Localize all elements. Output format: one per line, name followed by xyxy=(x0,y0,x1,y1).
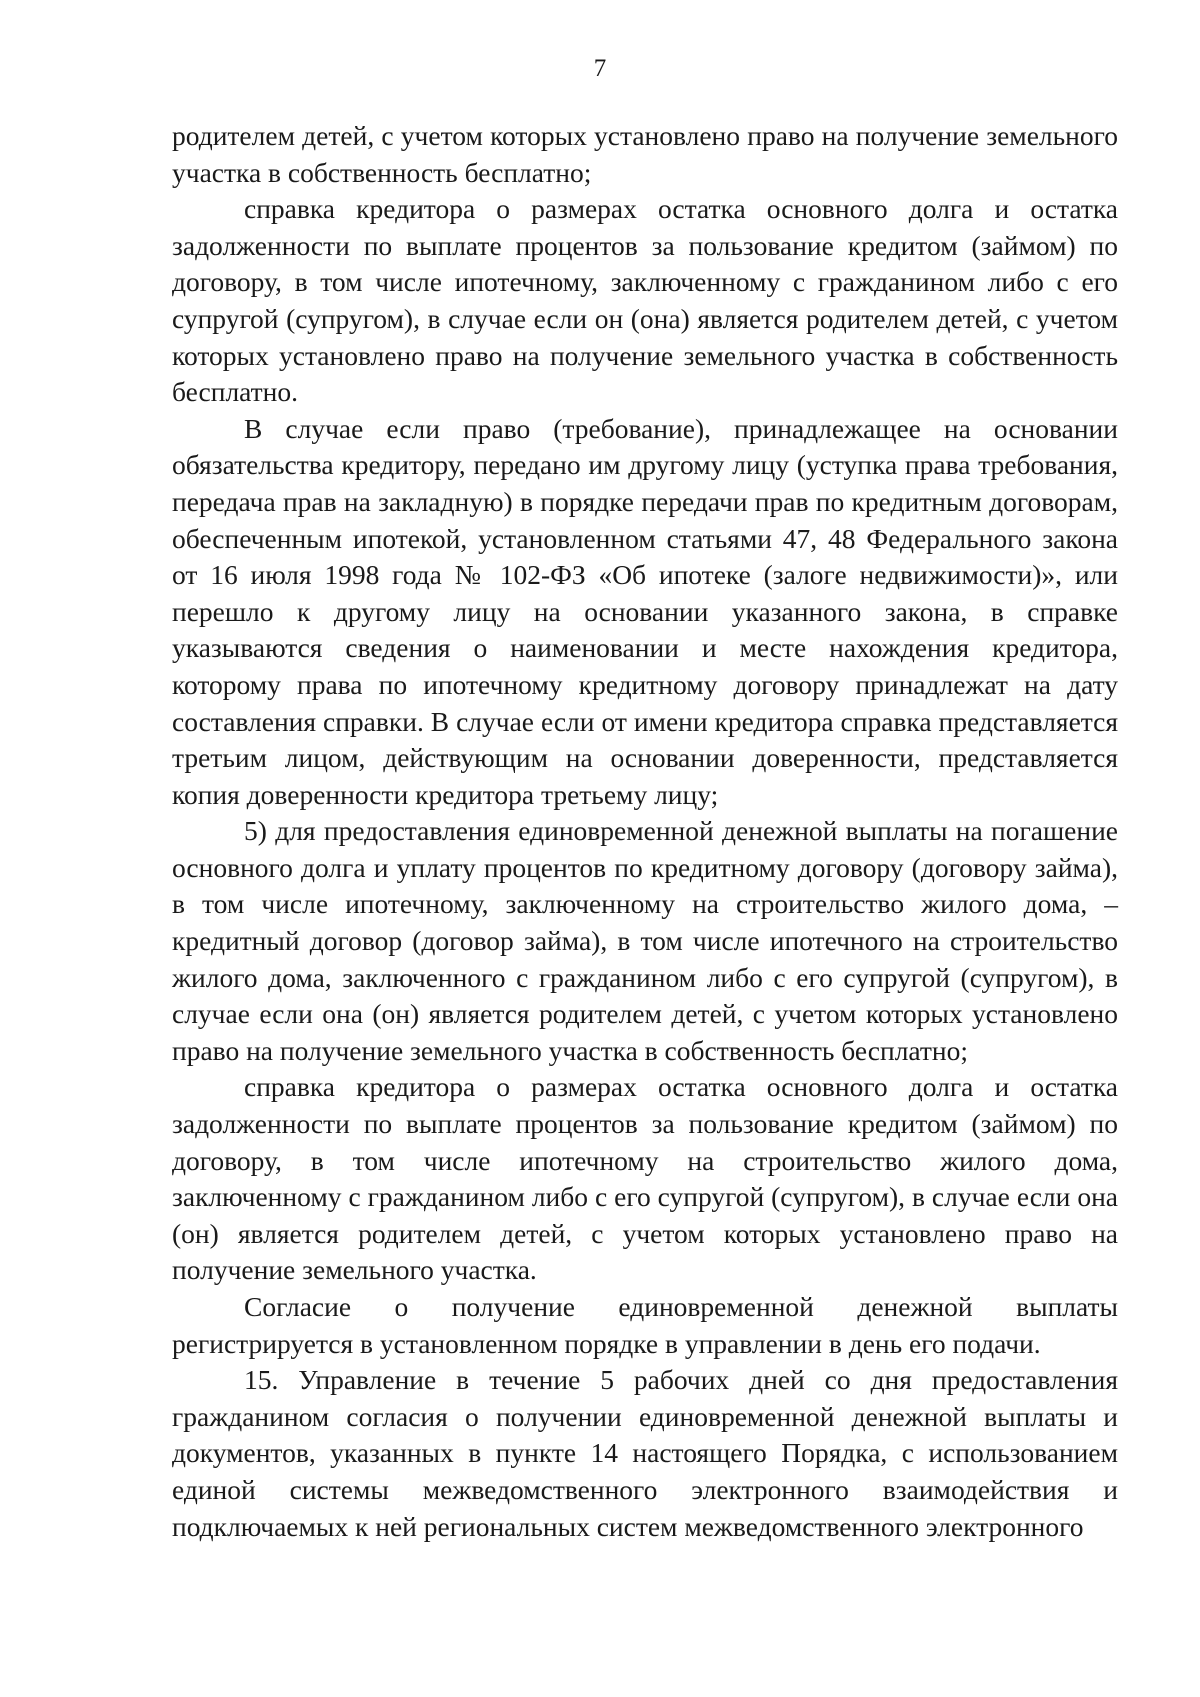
page-number: 7 xyxy=(593,55,607,82)
paragraph-consent-registration: Согласие о получение единовременной денежной выплаты регистрируется в установленном порядке в управлении в день его подачи. xyxy=(172,1291,1118,1359)
paragraph-rights-transfer: В случае если право (требование), принадлежащее на основании обязательства кредитору, передано им другому лицу (уступка права требования, передача прав на закладную) в порядке передачи прав по кредитным договорам, обеспеченным ипотекой, установленном статьями 47, 48 Федерального закона от 16 июля 1998 года № 102-ФЗ «Об ипотеке (залоге недвижимости)», или перешло к другому лицу на основании указанного закона, в справке указываются сведения о наименовании и месте нахождения кредитора, которому права по ипотечному кредитному договору принадлежат на дату составления справки. В случае если от имени кредитора справка представляется третьим лицом, действующим на основании доверенности, представляется копия доверенности кредитора третьему лицу; xyxy=(172,412,1118,810)
paragraph-creditor-certificate: справка кредитора о размерах остатка основного долга и остатка задолженности по выплате процентов за пользование кредитом (займом) по договору, в том числе ипотечному, заключенному с гражданином либо с его супругой (супругом), в случае если он (она) является родителем детей, с учетом которых установлено право на получение земельного участка в собственность бесплатно. xyxy=(172,193,1118,408)
paragraph-creditor-certificate-construction: справка кредитора о размерах остатка основного долга и остатка задолженности по выплате процентов за пользование кредитом (займом) по договору, в том числе ипотечному на строительство жилого дома, заключенному с гражданином либо с его супругой (супругом), в случае если она (он) является родителем детей, с учетом которых установлено право на получение земельного участка. xyxy=(172,1071,1118,1286)
paragraph-item-5: 5) для предоставления единовременной денежной выплаты на погашение основного долга и уплату процентов по кредитному договору (договору займа), в том числе ипотечному, заключенному на строительство жилого дома, – кредитный договор (договор займа), в том числе ипотечного на строительство жилого дома, заключенного с гражданином либо с его супругой (супругом), в случае если она (он) является родителем детей, с учетом которых установлено право на получение земельного участка в собственность бесплатно; xyxy=(172,815,1118,1066)
document-body xyxy=(172,118,1118,1545)
paragraph-continuation: родителем детей, с учетом которых установлено право на получение земельного участка в собственность бесплатно; xyxy=(172,120,1118,188)
paragraph-item-15: 15. Управление в течение 5 рабочих дней со дня предоставления гражданином согласия о получении единовременной денежной выплаты и документов, указанных в пункте 14 настоящего Порядка, с использованием единой системы межведомственного электронного взаимодействия и подключаемых к ней региональных систем межведомственного электронного xyxy=(172,1364,1118,1542)
